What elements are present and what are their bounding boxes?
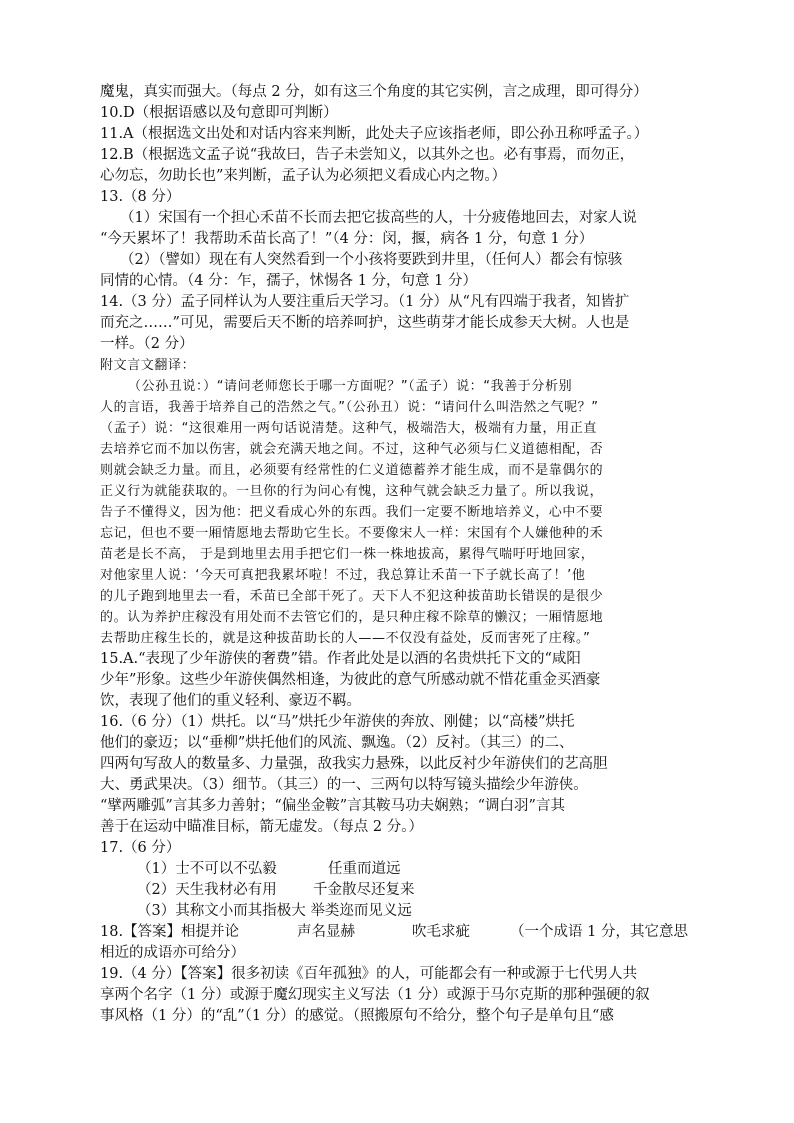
- translation-line: 告子不懂得义，因为他：把义看成心外的东西。我们一定要不断地培养义，心中不要: [100, 505, 604, 520]
- answer-18-note: （一个成语 1 分，其它意思: [510, 924, 688, 940]
- translation-heading: 附文言文翻译：: [100, 358, 196, 373]
- answer-13-heading: 13.（8 分）: [100, 189, 181, 205]
- answer-10: 10.D（根据语感以及句意即可判断）: [100, 105, 338, 121]
- answer-12: 12.B（根据选文孟子说“我故曰，告子未尝知义，以其外之也。必有事焉，而勿正，: [100, 147, 635, 163]
- answer-15: 15.A.“表现了少年游侠的奢费”错。作者此处是以酒的名贵烘托下文的“咸阳: [100, 651, 581, 667]
- text-line: 魔鬼，真实而强大。（每点 2 分，如有这三个角度的其它实例，言之成理，即可得分）: [100, 84, 648, 100]
- text-line: 少年”形象。这些少年游侠偶然相逢，为彼此的意气所感动就不惜花重金买酒豪: [100, 672, 601, 688]
- text-line: 善于在运动中瞄准目标，箭无虚发。（每点 2 分。）: [100, 819, 423, 835]
- text-line: 事风格（1 分）的“乱”（1 分）的感觉。（照搬原句不给分，整个句子是单句且“感: [100, 1008, 614, 1024]
- text-line: 四两句写敌人的数量多、力量强，敌我实力悬殊，以此反衬少年游侠们的艺高胆: [100, 756, 608, 772]
- answer-16: 16.（6 分）（1）烘托。以“马”烘托少年游侠的奔放、刚健；以“高楼”烘托: [100, 714, 575, 730]
- answer-11: 11.A（根据选文出处和对话内容来判断，此处夫子应该指老师，即公孙丑称呼孟子。）: [100, 126, 649, 142]
- answer-18-c: 吹毛求疵: [412, 924, 470, 940]
- translation-line: （孟子）说：“这很难用一两句话说清楚。这种气，极端浩大，极端有力量，用正直: [100, 421, 597, 436]
- text-line: 他们的豪迈；以“垂柳”烘托他们的风流、飘逸。（2）反衬。（其三）的二、: [100, 735, 574, 751]
- answer-17-2a: （2）天生我材必有用: [137, 882, 277, 898]
- translation-line: 的。认为养护庄稼没有用处而不去管它们的，是只种庄稼不除草的懒汉；一厢情愿地: [100, 610, 604, 625]
- text-line: 享两个名字（1 分）或源于魔幻现实主义写法（1 分）或源于马尔克斯的那种强硬的叙: [100, 987, 650, 1003]
- answer-18: 18.【答案】相提并论: [100, 924, 240, 940]
- translation-line: 忘记，但也不要一厢情愿地去帮助它生长。不要像宋人一样：宋国有个人嫌他种的禾: [100, 526, 604, 541]
- translation-line: 则就会缺乏力量。而且，必须要有经常性的仁义道德蓄养才能生成，而不是靠偶尔的: [100, 463, 604, 478]
- answer-17-1a: （1）士不可以不弘毅: [137, 861, 277, 877]
- translation-line: 对他家里人说：‘今天可真把我累坏啦！不过，我总算让禾苗一下子就长高了！’他: [100, 568, 586, 583]
- answer-14: 14.（3 分）孟子同样认为人要注重后天学习。（1 分）从“凡有四端于我者，知皆扩: [100, 294, 630, 310]
- text-line: 饮，表现了他们的重义轻利、豪迈不羁。: [100, 693, 361, 709]
- text-line: “今天累坏了！我帮助禾苗长高了！”（4 分：闵，揠，病各 1 分，句意 1 分）: [100, 231, 594, 247]
- text-line: （1）宋国有一个担心禾苗不长而去把它拔高些的人，十分疲倦地回去，对家人说: [120, 210, 637, 226]
- answer-19: 19.（4 分）【答案】很多初读《百年孤独》的人，可能都会有一种或源于七代男人共: [100, 966, 638, 982]
- text-line: 同情的心情。（4 分：乍，孺子，怵惕各 1 分，句意 1 分）: [100, 273, 477, 289]
- answer-17-3: （3）其称文小而其指极大 举类迩而见义远: [137, 903, 412, 919]
- answer-17-heading: 17.（6 分）: [100, 840, 181, 856]
- text-line: “擘两雕弧”言其多力善射；“偏坐金鞍”言其鞍马功夫娴熟；“调白羽”言其: [100, 798, 565, 814]
- answer-18-b: 声名显赫: [297, 924, 355, 940]
- text-line: 相近的成语亦可给分）: [100, 945, 245, 961]
- text-line: 而充之……”可见，需要后天不断的培养呵护，这些萌芽才能长成参天大树。人也是: [100, 315, 630, 331]
- translation-line: 去帮助庄稼生长的，就是这种拔苗助长的人——不仅没有益处，反而害死了庄稼。”: [100, 631, 591, 646]
- text-line: 一样。（2 分）: [100, 336, 194, 352]
- answer-17-1b: 任重而道远: [328, 861, 401, 877]
- translation-line: 的儿子跑到地里去一看，禾苗已全部干死了。天下人不犯这种拔苗助长错误的是很少: [100, 589, 604, 604]
- answer-17-2b: 千金散尽还复来: [313, 882, 415, 898]
- translation-line: 苗老是长不高， 于是到地里去用手把它们一株一株地拔高，累得气喘吁吁地回家，: [100, 547, 595, 562]
- text-line: 大、勇武果决。（3）细节。（其三）的一、三两句以特写镜头描绘少年游侠。: [100, 777, 588, 793]
- text-line: 心勿忘，勿助长也”来判断，孟子认为必须把义看成心内之物。）: [100, 168, 507, 184]
- translation-line: 去培养它而不加以伤害，就会充满天地之间。不过，这种气必须与仁义道德相配，否: [100, 442, 604, 457]
- text-line: （2）（譬如）现在有人突然看到一个小孩将要跌到井里，（任何人）都会有惊骇: [120, 252, 623, 268]
- translation-line: 人的言语，我善于培养自己的浩然之气。”（公孙丑）说：“请问什么叫浩然之气呢？”: [100, 400, 599, 415]
- translation-line: （公孙丑说：）“请问老师您长于哪一方面呢？”（孟子）说：“我善于分析别: [128, 379, 573, 394]
- translation-line: 正义行为就能获取的。一旦你的行为问心有愧，这种气就会缺乏力量了。所以我说，: [100, 484, 604, 499]
